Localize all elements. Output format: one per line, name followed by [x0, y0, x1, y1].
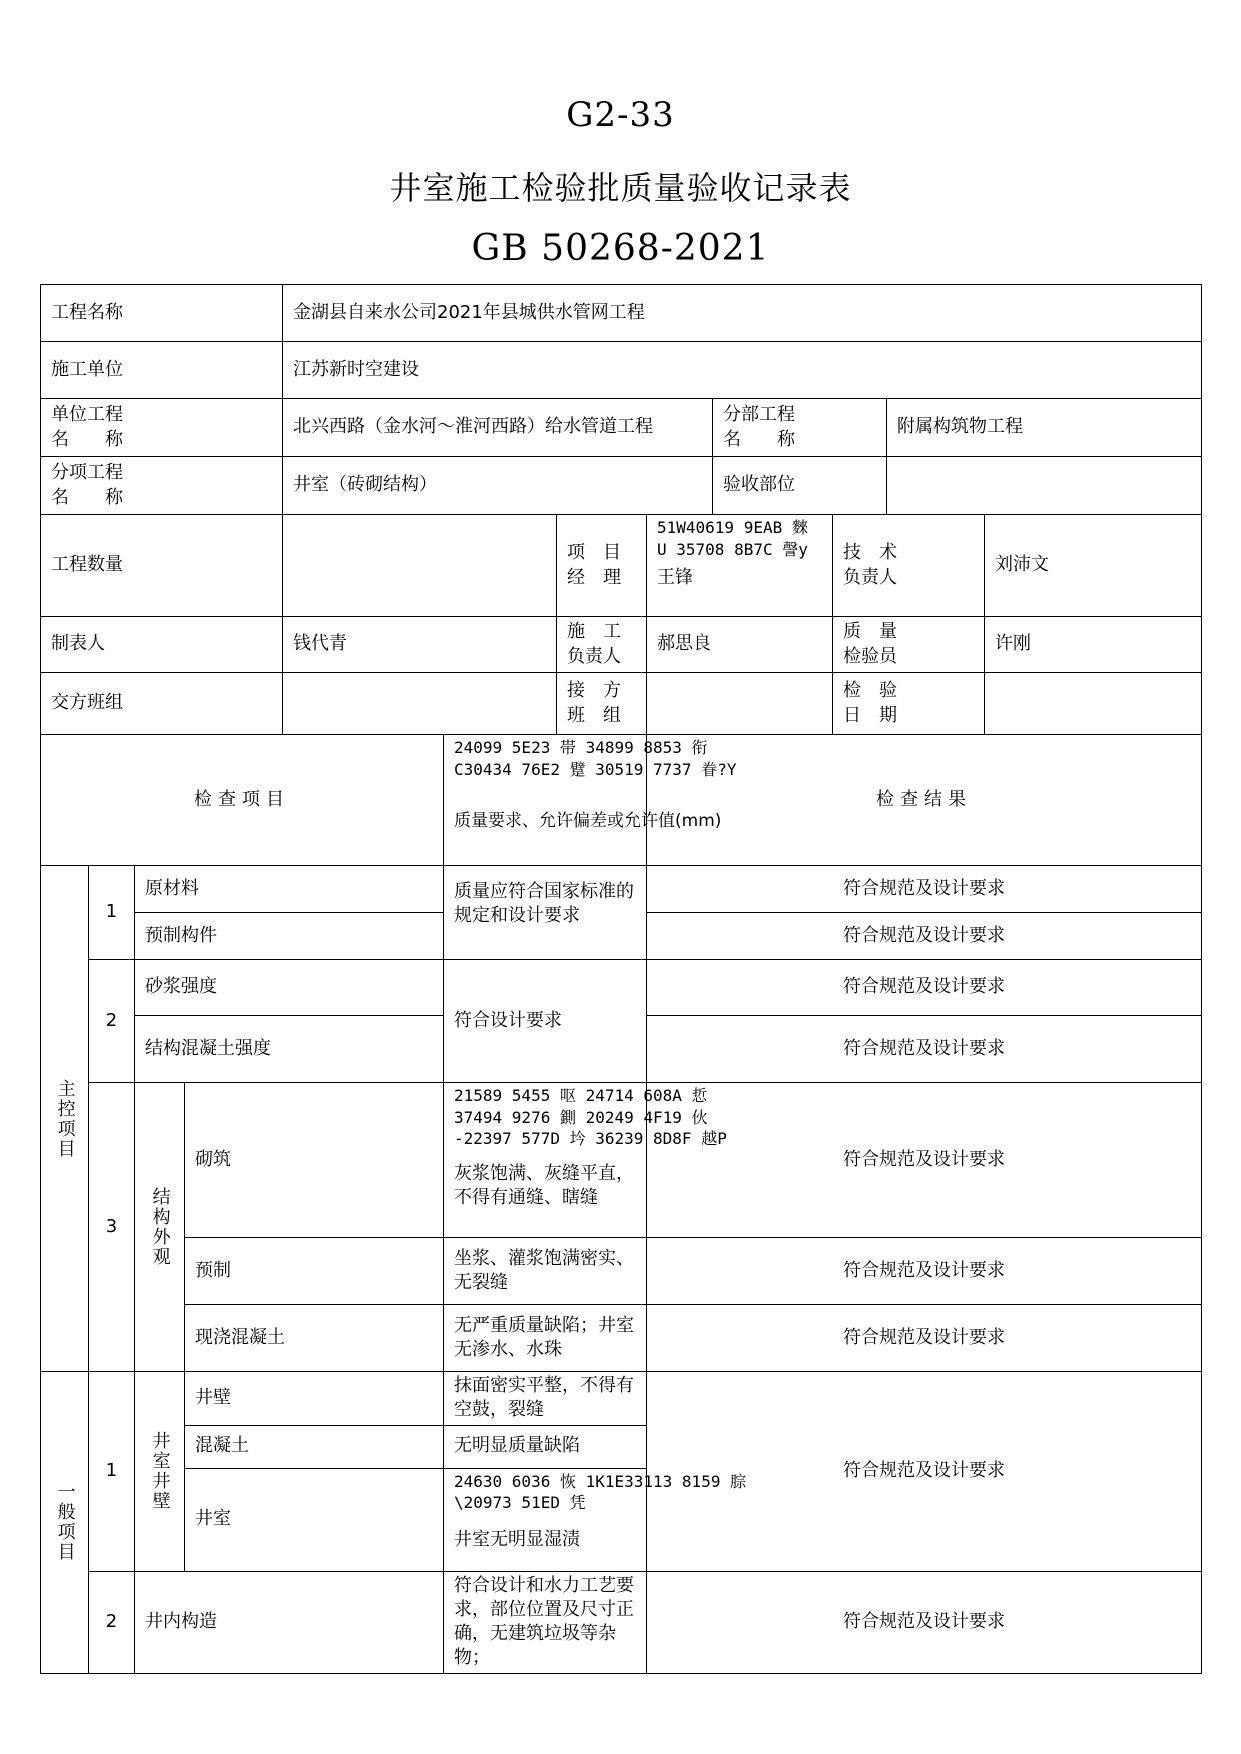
project-manager-label: 项 目 经 理: [557, 515, 647, 617]
row-cast-concrete: [41, 1305, 1202, 1372]
well-wall-requirement: 抹面密实平整，不得有空鼓，裂缝: [444, 1372, 647, 1426]
subitem-label: 分项工程 名 称: [41, 457, 283, 515]
row-inner-structure: [41, 1571, 1202, 1673]
prefab-requirement: 坐浆、灌浆饱满密实、无裂缝: [444, 1238, 647, 1305]
main-control-label: 主控项目: [41, 866, 89, 1372]
well-wall-label: 井壁: [185, 1372, 444, 1426]
row-handover: [41, 673, 1202, 735]
tech-lead-value: 刘沛文: [985, 515, 1202, 617]
cast-concrete-result: 符合规范及设计要求: [647, 1305, 1202, 1372]
main-item-1-number: 1: [89, 866, 135, 960]
row-unit-project: [41, 399, 1202, 457]
project-name-label: 工程名称: [41, 285, 283, 342]
form-code: G2-33: [566, 95, 675, 135]
prefab-member-result: 符合规范及设计要求: [647, 913, 1202, 960]
qc-inspector-label: 质 量 检验员: [833, 617, 985, 673]
acceptance-part-label: 验收部位: [713, 457, 887, 515]
concrete-strength-result: 符合规范及设计要求: [647, 1016, 1202, 1083]
tech-lead-label: 技 术 负责人: [833, 515, 985, 617]
raw-material-label: 原材料: [135, 866, 444, 913]
general-item-2-number: 2: [89, 1571, 135, 1673]
project-manager-value: 51W40619 9EAB 麳 U 35708 8B7C 謦y 王锋: [647, 515, 833, 617]
receiver-value: [647, 673, 833, 735]
quantity-label: 工程数量: [41, 515, 283, 617]
concrete-strength-label: 结构混凝土强度: [135, 1016, 444, 1083]
project-name-value: 金湖县自来水公司2021年县城供水管网工程: [283, 285, 1202, 342]
row-raw-material: [41, 866, 1202, 913]
handover-label: 交方班组: [41, 673, 283, 735]
mortar-result: 符合规范及设计要求: [647, 960, 1202, 1016]
general-item-1-number: 1: [89, 1372, 135, 1572]
form-title: 井室施工检验批质量验收记录表: [389, 169, 852, 207]
handover-value: [283, 673, 557, 735]
site-lead-value: 郝思良: [647, 617, 833, 673]
construction-unit-value: 江苏新时空建设: [283, 342, 1202, 399]
main-item-3-number: 3: [89, 1083, 135, 1372]
concrete-label: 混凝土: [185, 1425, 444, 1468]
row-quantity: [41, 515, 1202, 617]
cast-concrete-label: 现浇混凝土: [185, 1305, 444, 1372]
maker-label: 制表人: [41, 617, 283, 673]
structure-appearance-label: 结构外观: [135, 1083, 185, 1372]
inner-structure-result: 符合规范及设计要求: [647, 1571, 1202, 1673]
row-masonry: [41, 1083, 1202, 1238]
check-item-header: 检查项目: [41, 735, 444, 866]
raw-material-result: 符合规范及设计要求: [647, 866, 1202, 913]
requirement-header: 24099 5E23 帯 34899 8853 衔 C30434 76E2 躄 30519 7737 眷?Y 质量要求、允许偏差或允许值(mm): [444, 735, 647, 866]
cast-concrete-requirement: 无严重质量缺陷；井室无渗水、水珠: [444, 1305, 647, 1372]
division-value: 附属构筑物工程: [887, 399, 1202, 457]
well-room-label: 井室: [185, 1468, 444, 1571]
standard-number: GB 50268-2021: [471, 228, 770, 269]
row-well-wall: [41, 1372, 1202, 1426]
prefab-label: 预制: [185, 1238, 444, 1305]
prefab-result: 符合规范及设计要求: [647, 1238, 1202, 1305]
main-item-2-number: 2: [89, 960, 135, 1083]
well-wall-group-label: 井室井壁: [135, 1372, 185, 1572]
masonry-label: 砌筑: [185, 1083, 444, 1238]
well-room-requirement: 24630 6036 恢 1K1E33113 8159 腙 \20973 51ED 凭 井室无明显湿渍: [444, 1468, 647, 1571]
general-items-label: 一般项目: [41, 1372, 89, 1674]
material-requirement: 质量应符合国家标准的规定和设计要求: [444, 866, 647, 960]
masonry-requirement: 21589 5455 呕 24714 608A 悊 37494 9276 鍘 20249 4F19 伙 -22397 577D 坅 36239 8D8F 越P 灰浆饱满、灰缝平直，不得有通缝、瞎缝: [444, 1083, 647, 1238]
inspection-record-table: [40, 284, 1202, 1674]
row-subitem: [41, 457, 1202, 515]
construction-unit-label: 施工单位: [41, 342, 283, 399]
subitem-value: 井室（砖砌结构）: [283, 457, 713, 515]
quantity-value: [283, 515, 557, 617]
site-lead-label: 施 工 负责人: [557, 617, 647, 673]
concrete-requirement: 无明显质量缺陷: [444, 1425, 647, 1468]
acceptance-part-value: [887, 457, 1202, 515]
unit-project-label: 单位工程 名 称: [41, 399, 283, 457]
row-construction-unit: [41, 342, 1202, 399]
qc-inspector-value: 许刚: [985, 617, 1202, 673]
masonry-result: 符合规范及设计要求: [647, 1083, 1202, 1238]
inner-structure-label: 井内构造: [135, 1571, 444, 1673]
inner-structure-requirement: 符合设计和水力工艺要求，部位位置及尺寸正确，无建筑垃圾等杂物；: [444, 1571, 647, 1673]
receiver-label: 接 方 班 组: [557, 673, 647, 735]
row-project-name: [41, 285, 1202, 342]
row-prefab: [41, 1238, 1202, 1305]
maker-value: 钱代青: [283, 617, 557, 673]
row-maker: [41, 617, 1202, 673]
row-mortar: [41, 960, 1202, 1016]
prefab-member-label: 预制构件: [135, 913, 444, 960]
well-wall-result: 符合规范及设计要求: [647, 1372, 1202, 1572]
unit-project-value: 北兴西路（金水河～淮河西路）给水管道工程: [283, 399, 713, 457]
design-requirement: 符合设计要求: [444, 960, 647, 1083]
mortar-label: 砂浆强度: [135, 960, 444, 1016]
result-header: 检查结果: [647, 735, 1202, 866]
inspection-date-value: [985, 673, 1202, 735]
division-label: 分部工程 名 称: [713, 399, 887, 457]
inspection-date-label: 检 验 日 期: [833, 673, 985, 735]
row-inspection-header: [41, 735, 1202, 866]
